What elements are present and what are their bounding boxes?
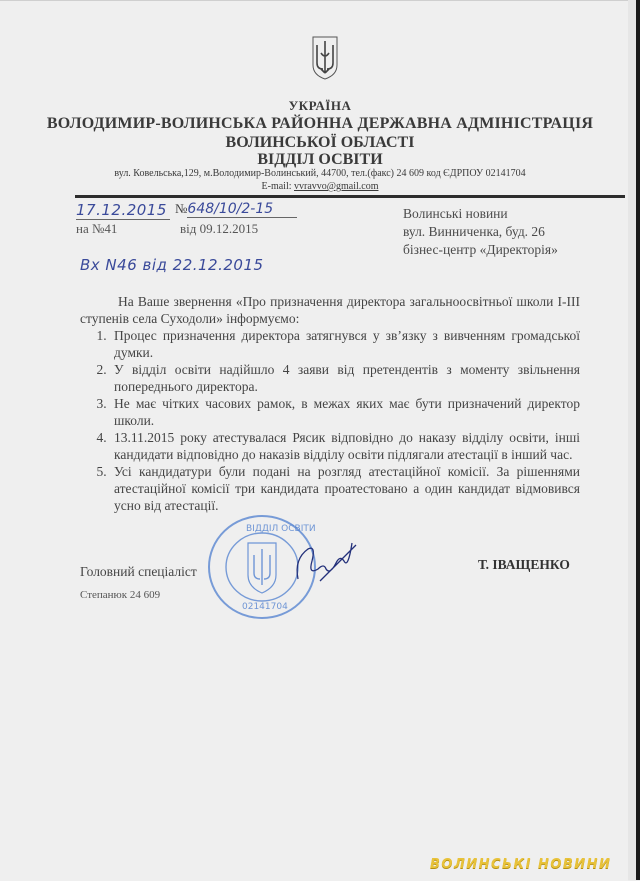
handwritten-signature-icon <box>290 539 360 589</box>
email-link[interactable]: vvravvo@gmail.com <box>294 181 379 192</box>
trident-coat-of-arms-icon <box>311 35 339 81</box>
list-item: 3. Не має чітких часових рамок, в межах яких має бути призначений директор школи. <box>110 395 580 429</box>
points-list <box>80 327 580 514</box>
region-title: ВОЛИНСЬКОЇ ОБЛАСТІ <box>225 134 415 151</box>
executor-contact: Степанюк 24 609 <box>80 589 161 601</box>
recipient-building: бізнес-центр «Директорія» <box>403 242 558 257</box>
list-item: 1. Процес призначення директора затягнувся у зв’язку з вивченням громадської думки. <box>110 327 580 361</box>
department-title: ВІДДІЛ ОСВІТИ <box>257 151 383 168</box>
reply-to-number: на №41 <box>76 221 118 236</box>
stamp-dept-text: ВІДДІЛ ОСВІТИ <box>246 524 316 534</box>
source-watermark: ВОЛИНСЬКІ НОВИНИ <box>430 857 612 872</box>
country-title: УКРАЇНА <box>288 98 352 113</box>
number-prefix: № <box>175 201 188 216</box>
outgoing-number <box>175 201 297 218</box>
number-value: 648/10/2-15 <box>187 201 297 218</box>
intro-paragraph: На Ваше звернення «Про призначення директора загальноосвітньої школи І-ІІІ ступенів села Суходоли» інформуємо: <box>80 294 580 326</box>
scan-border <box>628 0 640 880</box>
recipient-street: вул. Винниченка, буд. 26 <box>403 224 545 239</box>
email-line <box>0 181 640 192</box>
list-item: 4. 13.11.2015 року атестувалася Рясик відповідно до наказу відділу освіти, інші кандидати відповідно до наказів відділу освіти підлягали атестації в інший час. <box>110 429 580 463</box>
incoming-registration: Вх N46 від 22.12.2015 <box>80 256 264 274</box>
outgoing-date: 17.12.2015 <box>76 201 170 220</box>
header-divider <box>75 195 625 198</box>
recipient-block <box>403 205 558 259</box>
administration-title: ВОЛОДИМИР-ВОЛИНСЬКА РАЙОННА ДЕРЖАВНА АДМІНІСТРАЦІЯ <box>46 115 594 132</box>
email-label: E-mail: <box>261 181 295 192</box>
recipient-name: Волинські новини <box>403 206 508 221</box>
address-line: вул. Ковельська,129, м.Володимир-Волинський, 44700, тел.(факс) 24 609 код ЄДРПОУ 02141704 <box>114 168 526 179</box>
letter-body <box>80 293 580 514</box>
signer-name: Т. ІВАЩЕНКО <box>478 557 570 572</box>
list-item: 2. У відділ освіти надійшло 4 заяви від претендентів з моменту звільнення попереднього директора. <box>110 361 580 395</box>
reply-to-date: від 09.12.2015 <box>180 221 259 236</box>
signer-position: Головний спеціаліст <box>80 564 197 579</box>
list-item: 5. Усі кандидатури були подані на розгляд атестаційної комісії. За рішеннями атестаційної комісії три кандидата проатестовано а один кандидат відмовився усно від атестації. <box>110 463 580 514</box>
stamp-code-text: 02141704 <box>242 602 288 612</box>
